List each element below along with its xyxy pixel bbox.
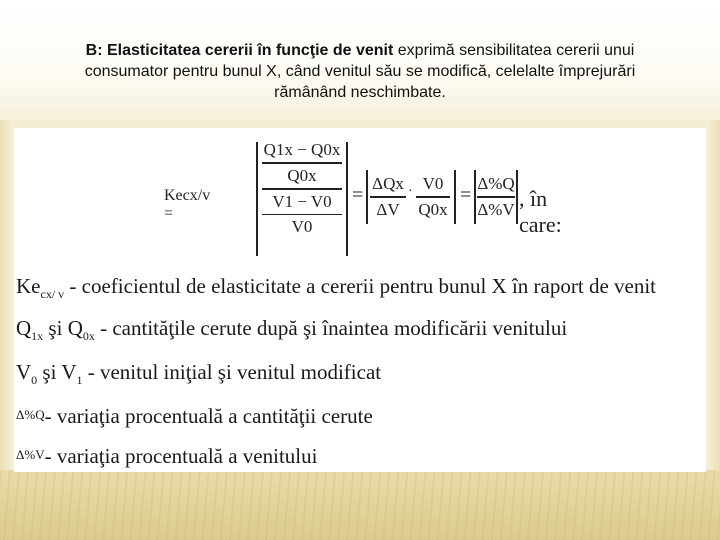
legend-row-quantity-variation: Δ%Q- variaţia procentuală a cantităţii cerute: [16, 404, 373, 428]
formula-bar-right-3: [516, 170, 518, 224]
fraction-line: [477, 196, 515, 198]
legend-row-income: $V_0$ şi $V_1$ - venitul iniţial şi venitul modificat: [16, 360, 382, 387]
frame-left-decoration: [0, 120, 14, 480]
big-num-denominator: Q0x: [287, 165, 317, 185]
formula-bar-right-2: [454, 170, 456, 224]
fraction-line: [262, 214, 342, 216]
big-denominator-fraction: [262, 192, 342, 238]
fraction-line: [262, 162, 342, 164]
content-image: [14, 128, 706, 472]
legend-row-coefficient: $Ke_{cx/ v}$ - coeficientul de elasticitate a cererii pentru bunul X în raport de venit: [16, 274, 657, 301]
f4-numerator: Δ%Q: [477, 174, 515, 193]
f4-denominator: Δ%V: [477, 199, 515, 219]
f3-numerator: V0: [422, 174, 444, 193]
big-den-numerator: V1 − V0: [272, 191, 332, 211]
multiply-dot: ·: [408, 184, 413, 199]
in-care-text: , în care:: [519, 186, 562, 237]
main-fraction-line: [262, 188, 342, 190]
slide-heading: [18, 40, 702, 103]
formula-bar-right: [346, 142, 348, 256]
big-den-denominator: V0: [291, 217, 313, 237]
formula-bar-left: [256, 142, 258, 256]
frame-bottom-decoration: [0, 470, 720, 540]
legend-row-quantities: $Q_{1x}$ şi $Q_{0x}$ - cantităţile cerute după şi înaintea modificării venitului: [16, 316, 568, 343]
f3-denominator: Q0x: [418, 199, 448, 219]
big-num-numerator: Q1x − Q0x: [263, 140, 341, 159]
f2-numerator: ΔQx: [372, 174, 404, 193]
formula-bar-left-2: [366, 170, 368, 224]
f2-denominator: ΔV: [376, 199, 400, 219]
frame-right-decoration: [706, 120, 720, 480]
fraction-v0-q0x: [416, 174, 450, 220]
legend-row-income-variation: Δ%V- variaţia procentuală a venitului: [16, 444, 318, 468]
formula-label: Kecx/v =: [164, 187, 211, 222]
heading-line2: consumator pentru bunul X, când venitul său se modifică, celelalte împrejurări: [84, 63, 636, 80]
heading-lead: B: Elasticitatea cererii în funcţie de venit: [85, 42, 394, 59]
heading-line3: rămânând neschimbate.: [274, 84, 446, 101]
fraction-percent: [477, 174, 515, 220]
fraction-line: [416, 196, 450, 198]
big-numerator-fraction: [262, 140, 342, 186]
big-fraction: [262, 140, 342, 237]
fraction-line: [370, 196, 406, 198]
heading-line1-rest: exprimă sensibilitatea cererii unui: [393, 42, 635, 59]
equals-sign-2: =: [460, 184, 472, 206]
fraction-delta-q-v: [370, 174, 406, 220]
formula-bar-left-3: [474, 170, 476, 224]
equals-sign-1: =: [352, 184, 364, 206]
